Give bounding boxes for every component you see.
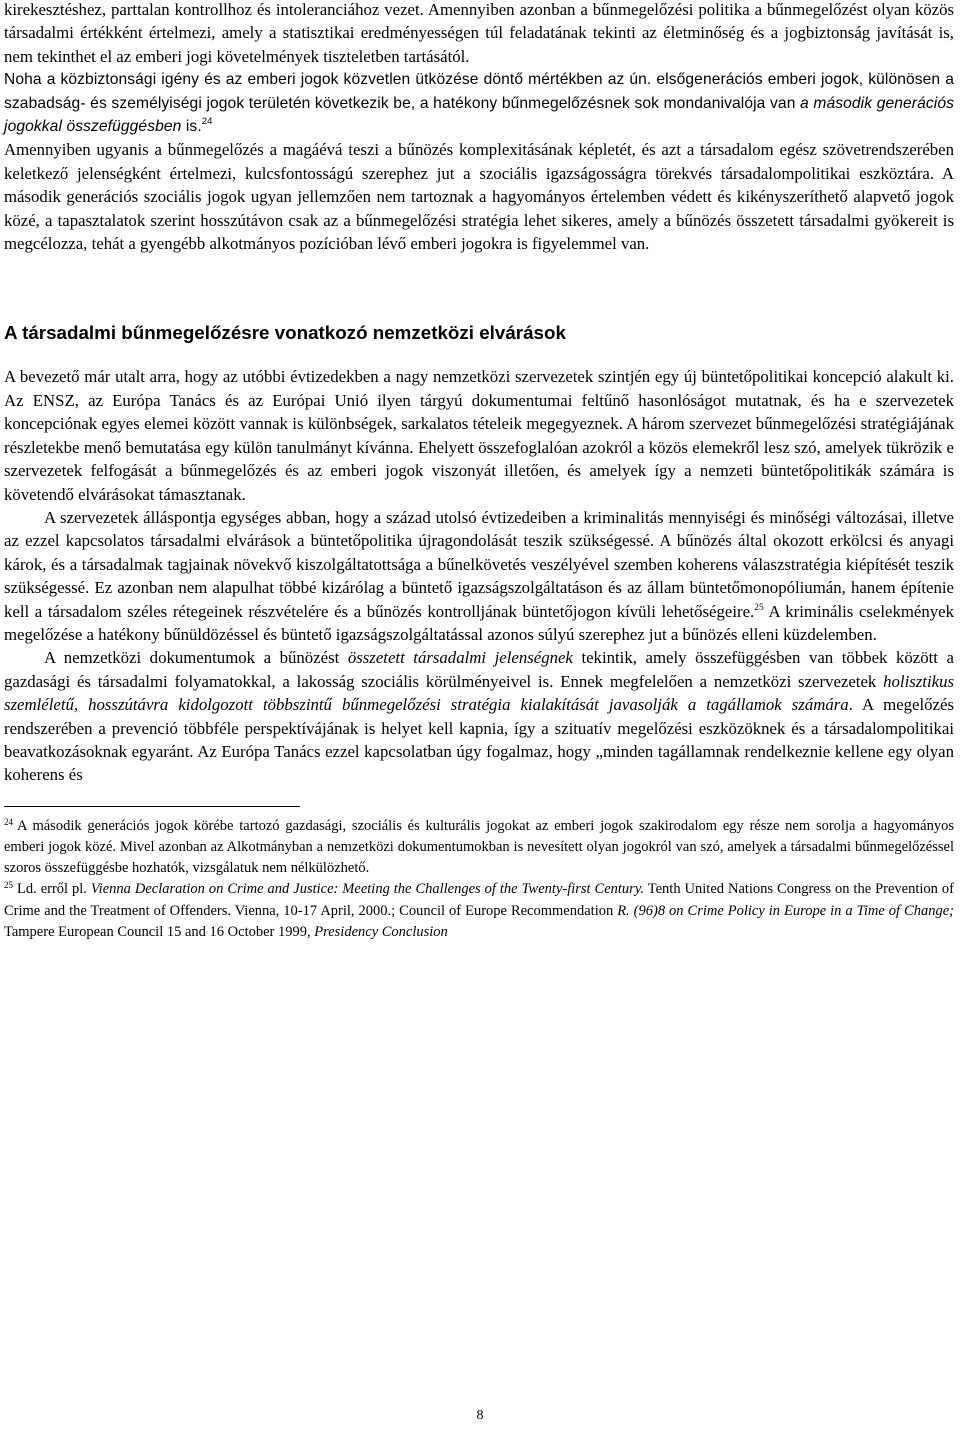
paragraph-text: tekintik, amely összefüggésben van többek között a gazdasági és társadalmi folyamatokkal, a lakosság szociális körülményeivel is. Ennek megfelelően a nemzetközi szervezetek — [4, 648, 954, 691]
footnote-reference[interactable]: 25 — [754, 602, 764, 613]
paragraph-text: Noha a közbiztonsági igény és az emberi jogok közvetlen ütközése döntő mértékben az ún. elsőgenerációs emberi jogok, különösen a szabadság- és személyiségi jogok területén következik be, a hatékony bűnmegelőzésnek sok mondanivalója van — [4, 71, 954, 112]
footnote-text: Tenth United Nations Congress on the Prevention of Crime and the Treatment of Offenders. Vienna, 10-17 April, 2000.; Council of Europe Recommendation — [4, 881, 954, 919]
paragraph-second-generation-rights — [4, 68, 954, 138]
paragraph-text: kirekesztéshez, parttalan kontrollhoz és intoleranciához vezet. Amennyiben azonban a bűnmegelőzési politika a bűnmegelőzést olyan közös társadalmi értékként értelmezi, amely a statisztikai eredményességen túl feladatának tekinti az életminőség és a jogbiztonság javítását is, nem tekinthet el az emberi jogi követelmények tiszteletben tartásától. — [4, 0, 954, 66]
emphasis-text: összetett társadalmi jelenségnek — [347, 648, 573, 668]
footnote-25 — [4, 879, 954, 943]
footnote-number: 24 — [4, 816, 13, 827]
paragraph-organizations-position — [4, 506, 954, 646]
paragraph-social-justice — [4, 138, 954, 255]
citation-title: Presidency Conclusion — [314, 923, 448, 940]
section-heading: A társadalmi bűnmegelőzésre vonatkozó nemzetközi elvárások — [4, 322, 566, 344]
emphasis-text: holisztikus szemléletű, hosszútávra kidolgozott többszintű bűnmegelőzési stratégia kialakítását javasolják a tagállamok számára — [4, 671, 954, 715]
footnote-24 — [4, 816, 954, 880]
citation-title: Vienna Declaration on Crime and Justice: Meeting the Challenges of the Twenty-first Century. — [90, 881, 645, 898]
footnote-number: 25 — [4, 880, 13, 891]
footnote-text: Tampere European Council 15 and 16 October 1999, — [4, 923, 315, 940]
paragraph-continuation — [4, 0, 954, 68]
paragraph-introduction — [4, 365, 954, 505]
paragraph-text: A kriminális cselekmények megelőzése a hatékony bűnüldözéssel és büntető igazságszolgáltatással azonos súlyú szerephez jut a bűnözés elleni küzdelemben. — [4, 601, 955, 644]
paragraph-text: A bevezető már utalt arra, hogy az utóbbi évtizedekben a nagy nemzetközi szervezetek szintjén egy új büntetőpolitikai koncepció alakult ki. Az ENSZ, az Európa Tanács és az Európai Unió ilyen tárgyú dokumentumai feltűnő hasonlóságot mutatnak, és ha e szervezetek koncepciónak egyes elemei között vannak is különbségek, sarkalatos tételeik megegyeznek. A három szervezet bűnmegelőzési stratégiájának részletekbe menő bemutatása egy külön tanulmányt kívánna. Ehelyett összefoglalóan azokról a közös elemekről lesz szó, amelyek tükrözik e szervezetek felfogását a bűnmegelőzés és az emberi jogok viszonyát illetően, és amelyek így a nemzeti büntetőpolitikák számára is követendő elvárásokat támasztanak. — [4, 367, 954, 504]
paragraph-text: A szervezetek álláspontja egységes abban, hogy a század utolsó évtizedeiben a kriminalitás mennyiségi és minőségi változásai, illetve az ezzel kapcsolatos társadalmi elvárások a büntetőpolitika újragondolását teszik szükségessé. A bűnözés által okozott erkölcsi és anyagi károk, és a társadalmak tagjainak növekvő kiszolgáltatottsága a bűnelkövetés veszélyével szemben koherens válaszstratégia kiépítését teszik szükségessé. Ez azonban nem alapulhat többé kizárólag a büntető igazságszolgáltatáson és az állam büntetőmonopóliumán, hanem építenie kell a társadalom széles rétegeinek részvételére és a bűnözés kontrolljának büntetőjogon kívüli lehetőségeire. — [4, 507, 954, 621]
paragraph-text: . A megelőzés rendszerében a prevenció többféle perspektívájának is helyet kell kapnia, így a szituatív megelőzési eszközöknek és a társadalompolitikai beavatkozásoknak egyaránt. Az Európa Tanács ezzel kapcsolatban úgy fogalmaz, hogy „minden tagállamnak rendelkeznie kellene egy olyan koherens és — [4, 695, 954, 785]
footnote-text: A második generációs jogok körébe tartozó gazdasági, szociális és kulturális jogokat az emberi jogok szakirodalom egy része nem sorolja a hagyományos emberi jogok közé. Mivel azonban az Alkotmányban a nemzetközi dokumentumokban is nevesített olyan jogokról van szó, amelyek a társadalmi bűnmegelőzéssel szoros összefüggésbe hozhatók, vizsgálatuk nem nélkülözhető. — [4, 817, 954, 877]
footnote-separator — [4, 806, 300, 807]
footnote-text: Ld. erről pl. — [17, 881, 91, 898]
paragraph-international-documents — [4, 646, 954, 786]
paragraph-text: is. — [181, 118, 202, 136]
footnote-reference[interactable]: 24 — [201, 116, 213, 128]
paragraph-text: Amennyiben ugyanis a bűnmegelőzés a magáévá teszi a bűnözés komplexitásának képletét, és azt a társadalom egész szövetrendszerében keletkező jelenségként értelmezi, kulcsfontosságú szerephez jut a szociális igazságosságra törekvés társadalompolitikai eszköztára. A második generációs szociális jogok ugyan jellemzően nem tartoznak a hagyományos értelemben védett és kikényszeríthető alapvető jogok közé, a tapasztalatok szerint hosszútávon csak az a bűnmegelőzési stratégia lehet sikeres, amely a bűnözés összetett társadalmi gyökereit is megcélozza, tehát a gyengébb alkotmányos pozícióban lévő emberi jogokra is figyelemmel van. — [4, 140, 954, 254]
emphasis-text: a második generációs jogokkal összefüggésben — [4, 94, 954, 136]
paragraph-text: A nemzetközi dokumentumok a bűnözést — [44, 648, 348, 668]
citation-title: R. (96)8 on Crime Policy in Europe in a Time of Change; — [617, 902, 954, 919]
page-number: 8 — [476, 1408, 484, 1423]
